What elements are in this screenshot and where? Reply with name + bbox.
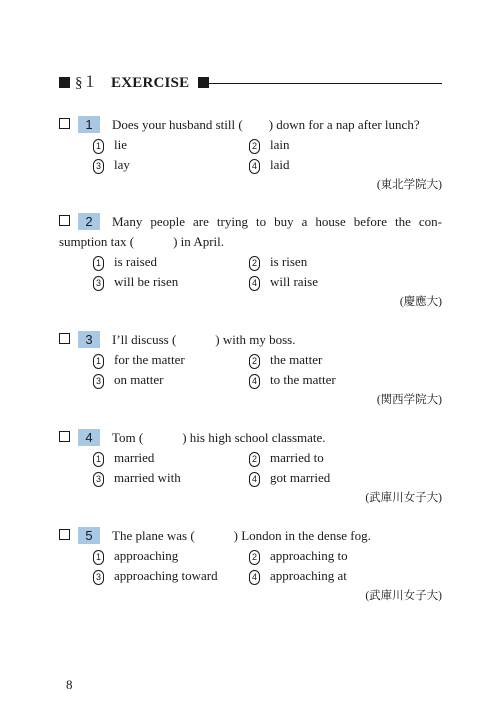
option-4[interactable] xyxy=(249,566,347,586)
option-marker: 3 xyxy=(93,570,104,585)
option-marker: 2 xyxy=(249,256,260,271)
options-row xyxy=(59,566,442,586)
option-3[interactable] xyxy=(93,155,130,175)
question-source: (武庫川女子大) xyxy=(365,590,442,602)
option-4[interactable] xyxy=(249,155,290,175)
options-row xyxy=(59,468,442,488)
option-4[interactable] xyxy=(249,370,336,390)
question-stem-row xyxy=(59,212,442,232)
question-stem-row xyxy=(59,428,442,448)
option-marker: 2 xyxy=(249,452,260,467)
option-text: is raised xyxy=(114,254,157,269)
option-2[interactable] xyxy=(249,135,290,155)
option-marker: 2 xyxy=(249,550,260,565)
option-marker: 1 xyxy=(93,139,104,154)
question-checkbox[interactable] xyxy=(59,118,70,129)
option-3[interactable] xyxy=(93,468,181,488)
question-3 xyxy=(59,330,442,410)
question-number: 2 xyxy=(78,213,100,230)
options-row xyxy=(59,252,442,272)
option-marker: 1 xyxy=(93,354,104,369)
option-text: to the matter xyxy=(270,372,336,387)
question-stem: I’ll discuss ( ) with my boss. xyxy=(112,332,296,347)
option-marker: 4 xyxy=(249,276,260,291)
question-stem-row xyxy=(59,526,442,546)
option-2[interactable] xyxy=(249,350,322,370)
question-checkbox[interactable] xyxy=(59,529,70,540)
option-1[interactable] xyxy=(93,252,157,272)
option-text: got married xyxy=(270,470,331,485)
options-row xyxy=(59,135,442,155)
options-row xyxy=(59,546,442,566)
option-marker: 2 xyxy=(249,139,260,154)
question-stem: Does your husband still ( ) down for a nap after lunch? xyxy=(112,117,420,132)
options-row xyxy=(59,272,442,292)
question-5 xyxy=(59,526,442,606)
option-1[interactable] xyxy=(93,546,178,566)
option-1[interactable] xyxy=(93,135,127,155)
option-text: on matter xyxy=(114,372,164,387)
option-marker: 1 xyxy=(93,452,104,467)
question-stem-row xyxy=(59,330,442,350)
question-number: 4 xyxy=(78,429,100,446)
section-header xyxy=(59,73,442,93)
question-2 xyxy=(59,212,442,312)
header-square-right-icon xyxy=(198,77,209,88)
option-text: the matter xyxy=(270,352,323,367)
option-text: approaching toward xyxy=(114,568,218,583)
question-number: 3 xyxy=(78,331,100,348)
option-text: is risen xyxy=(270,254,308,269)
options-row xyxy=(59,370,442,390)
question-checkbox[interactable] xyxy=(59,333,70,344)
option-text: married with xyxy=(114,470,181,485)
option-text: will raise xyxy=(270,274,319,289)
header-square-left-icon xyxy=(59,77,70,88)
options-row xyxy=(59,350,442,370)
option-3[interactable] xyxy=(93,370,163,390)
option-text: approaching xyxy=(114,548,179,563)
options-row xyxy=(59,155,442,175)
option-marker: 2 xyxy=(249,354,260,369)
option-text: laid xyxy=(270,157,290,172)
option-text: lay xyxy=(114,157,130,172)
option-text: married xyxy=(114,450,155,465)
question-stem: The plane was ( ) London in the dense fog. xyxy=(112,528,371,543)
question-source: (武庫川女子大) xyxy=(365,492,442,504)
option-text: approaching at xyxy=(270,568,347,583)
option-3[interactable] xyxy=(93,272,178,292)
question-stem-continuation: sumption tax ( ) in April. xyxy=(59,234,225,249)
option-marker: 3 xyxy=(93,159,104,174)
option-2[interactable] xyxy=(249,546,348,566)
question-source: (東北学院大) xyxy=(376,179,442,191)
question-source: (慶應大) xyxy=(399,296,442,308)
option-text: will be risen xyxy=(114,274,179,289)
option-text: for the matter xyxy=(114,352,185,367)
option-marker: 3 xyxy=(93,472,104,487)
option-4[interactable] xyxy=(249,468,330,488)
option-marker: 3 xyxy=(93,276,104,291)
option-marker: 4 xyxy=(249,374,260,389)
question-4 xyxy=(59,428,442,508)
option-1[interactable] xyxy=(93,448,154,468)
option-marker: 1 xyxy=(93,256,104,271)
question-1 xyxy=(59,115,442,195)
question-stem: Tom ( ) his high school classmate. xyxy=(112,430,326,445)
option-text: married to xyxy=(270,450,324,465)
option-4[interactable] xyxy=(249,272,318,292)
option-marker: 4 xyxy=(249,159,260,174)
question-checkbox[interactable] xyxy=(59,431,70,442)
option-marker: 4 xyxy=(249,570,260,585)
section-number: §１ xyxy=(75,75,98,91)
option-3[interactable] xyxy=(93,566,218,586)
question-stem-row xyxy=(59,115,442,135)
question-checkbox[interactable] xyxy=(59,215,70,226)
option-1[interactable] xyxy=(93,350,185,370)
question-number: 5 xyxy=(78,527,100,544)
option-text: lie xyxy=(114,137,127,152)
option-marker: 3 xyxy=(93,374,104,389)
question-stem: Many people are trying to buy a house before the con- xyxy=(112,214,442,229)
page-number: 8 xyxy=(66,677,73,692)
header-rule xyxy=(209,83,442,84)
option-2[interactable] xyxy=(249,448,324,468)
section-title: EXERCISE xyxy=(111,75,190,91)
options-row xyxy=(59,448,442,468)
option-text: lain xyxy=(270,137,290,152)
option-text: approaching to xyxy=(270,548,348,563)
option-marker: 4 xyxy=(249,472,260,487)
question-source: (関西学院大) xyxy=(376,394,442,406)
option-marker: 1 xyxy=(93,550,104,565)
option-2[interactable] xyxy=(249,252,307,272)
question-number: 1 xyxy=(78,116,100,133)
